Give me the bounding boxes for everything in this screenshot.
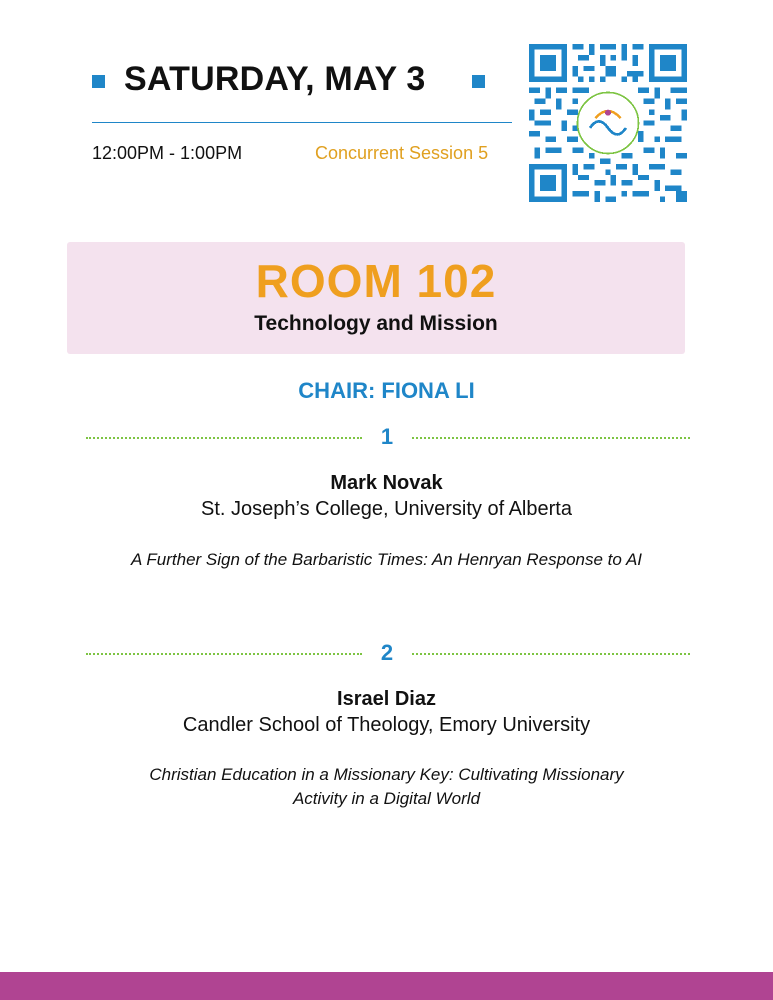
speaker-name: Mark Novak	[330, 472, 443, 494]
presentation-divider-1	[86, 424, 690, 449]
presentation-divider-2	[86, 640, 690, 665]
room-theme: Technology and Mission	[254, 312, 498, 335]
speaker-name: Israel Diaz	[337, 688, 436, 710]
dotted-line	[412, 653, 690, 655]
speaker-affiliation: St. Joseph’s College, University of Alberta	[201, 498, 572, 520]
session-time: 12:00PM - 1:00PM	[92, 143, 243, 163]
paper-title-line-1: Christian Education in a Missionary Key: Cultivating Missionary	[149, 765, 624, 784]
dotted-line	[86, 437, 362, 439]
event-date: SATURDAY, MAY 3	[124, 60, 426, 98]
footer-bar	[0, 972, 773, 1000]
session-label: Concurrent Session 5	[315, 143, 489, 163]
qr-code-icon	[529, 44, 687, 202]
presentation-number: 1	[380, 424, 394, 449]
room-banner	[67, 242, 685, 354]
paper-title: A Further Sign of the Barbaristic Times: An Henryan Response to AI	[130, 550, 643, 569]
date-header	[92, 58, 512, 104]
dotted-line	[412, 437, 690, 439]
square-bullet-icon	[472, 75, 485, 88]
room-title: ROOM 102	[255, 255, 497, 307]
speaker-affiliation: Candler School of Theology, Emory University	[182, 714, 591, 736]
square-bullet-icon	[92, 75, 105, 88]
header-divider	[92, 122, 512, 123]
paper-title-line-2: Activity in a Digital World	[292, 789, 481, 808]
dotted-line	[86, 653, 362, 655]
presentation-number: 2	[380, 640, 394, 665]
session-chair: CHAIR: FIONA LI	[298, 378, 475, 403]
